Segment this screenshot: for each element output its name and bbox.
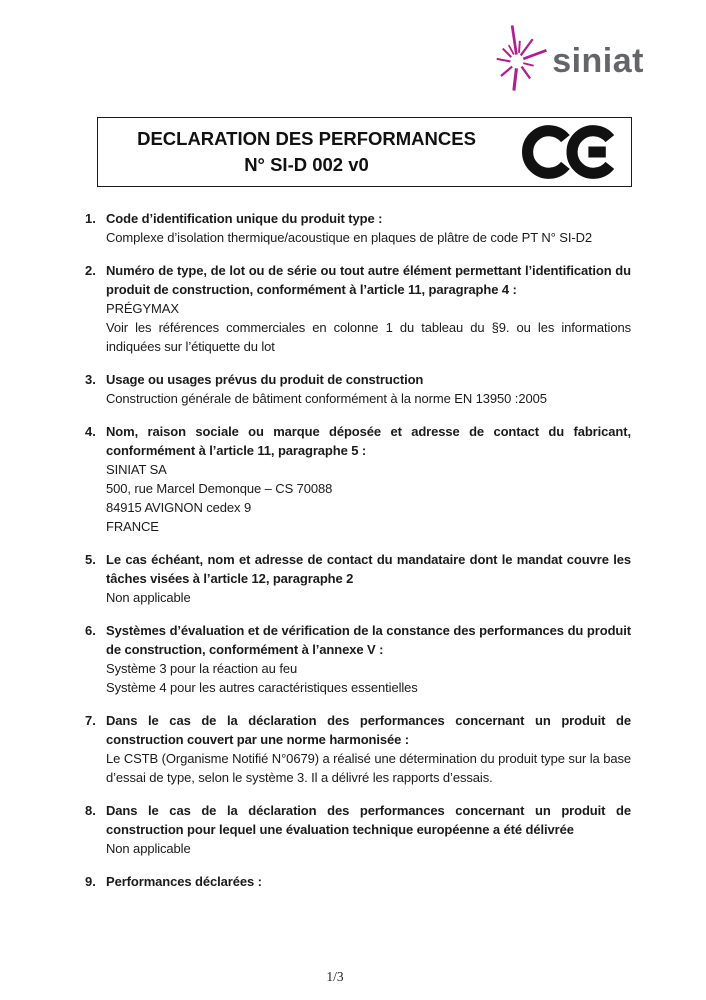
section-heading: Le cas échéant, nom et adresse de contact du mandataire dont le mandat couvre les tâches visées à l’article 12, paragraphe 2	[106, 552, 631, 586]
title-line-2: N° SI-D 002 v0	[244, 154, 369, 175]
section-number: 6.	[85, 623, 96, 638]
section-paragraph: SINIAT SA	[106, 462, 167, 477]
section-paragraph: Non applicable	[106, 590, 191, 605]
title-line-1: DECLARATION DES PERFORMANCES	[137, 128, 476, 149]
section-number: 7.	[85, 713, 96, 728]
section-paragraph: Non applicable	[106, 841, 191, 856]
section-number: 3.	[85, 372, 96, 387]
section-heading: Nom, raison sociale ou marque déposée et adresse de contact du fabricant, conformément à l’article 11, paragraphe 5 :	[106, 424, 631, 458]
section-paragraph: PRÉGYMAX	[106, 301, 179, 316]
section-3	[85, 370, 631, 408]
section-heading: Dans le cas de la déclaration des performances concernant un produit de construction couvert par une norme harmonisée :	[106, 713, 631, 747]
section-number: 4.	[85, 424, 96, 439]
section-paragraph: Le CSTB (Organisme Notifié N°0679) a réalisé une détermination du produit type sur la base d’essai de type, selon le système 3. Il a délivré les rapports d’essais.	[106, 751, 631, 785]
section-paragraph: 500, rue Marcel Demonque – CS 70088	[106, 481, 333, 496]
section-1	[85, 209, 631, 247]
section-heading: Performances déclarées :	[106, 874, 262, 889]
section-number: 2.	[85, 263, 96, 278]
ce-mark-icon	[515, 118, 631, 186]
section-9	[85, 872, 631, 891]
siniat-starburst-icon	[488, 22, 550, 94]
declaration-sections	[85, 209, 631, 905]
section-7	[85, 711, 631, 787]
section-6	[85, 621, 631, 697]
section-heading: Code d’identification unique du produit type :	[106, 211, 383, 226]
section-2	[85, 261, 631, 356]
section-paragraph: FRANCE	[106, 519, 159, 534]
section-paragraph: 84915 AVIGNON cedex 9	[106, 500, 252, 515]
section-paragraph: Voir les références commerciales en colonne 1 du tableau du §9. ou les informations indiquées sur l’étiquette du lot	[106, 320, 631, 354]
section-5	[85, 550, 631, 607]
section-number: 8.	[85, 803, 96, 818]
document-title	[98, 118, 515, 186]
siniat-logo	[488, 22, 644, 94]
section-heading: Dans le cas de la déclaration des performances concernant un produit de construction pour lequel une évaluation technique européenne a été délivrée	[106, 803, 631, 837]
title-box	[97, 117, 632, 187]
section-heading: Numéro de type, de lot ou de série ou tout autre élément permettant l’identification du produit de construction, conformément à l’article 11, paragraphe 4 :	[106, 263, 631, 297]
siniat-wordmark: siniat	[552, 42, 644, 80]
section-8	[85, 801, 631, 858]
section-paragraph: Construction générale de bâtiment conformément à la norme EN 13950 :2005	[106, 391, 547, 406]
section-heading: Usage ou usages prévus du produit de construction	[106, 372, 424, 387]
section-number: 9.	[85, 874, 96, 889]
section-heading: Systèmes d’évaluation et de vérification de la constance des performances du produit de construction, conformément à l’annexe V :	[106, 623, 631, 657]
section-number: 1.	[85, 211, 96, 226]
section-4	[85, 422, 631, 536]
section-paragraph: Système 4 pour les autres caractéristiques essentielles	[106, 680, 418, 695]
page-number: 1/3	[326, 969, 344, 984]
section-paragraph: Complexe d’isolation thermique/acoustique en plaques de plâtre de code PT N° SI-D2	[106, 230, 592, 245]
section-paragraph: Système 3 pour la réaction au feu	[106, 661, 298, 676]
section-number: 5.	[85, 552, 96, 567]
